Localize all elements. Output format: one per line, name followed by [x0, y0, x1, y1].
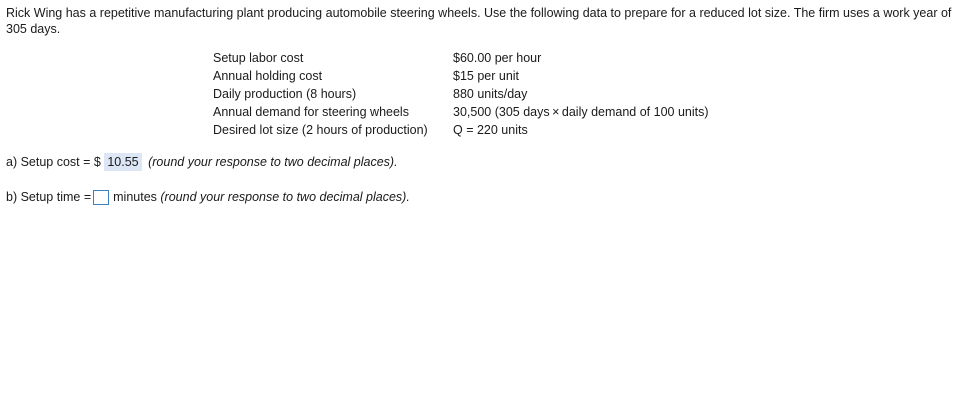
row-label: Setup labor cost [213, 51, 304, 65]
given-data-table [211, 49, 709, 139]
setup-cost-answer[interactable]: 10.55 [104, 153, 141, 171]
row-value: 30,500 (305 days × daily demand of 100 units) [453, 105, 709, 119]
part-a-rounding-note: (round your response to two decimal places). [148, 155, 398, 169]
row-value: $60.00 per hour [453, 51, 542, 65]
setup-time-input[interactable] [93, 190, 109, 205]
table-row [211, 121, 709, 139]
row-label: Daily production (8 hours) [213, 87, 357, 101]
table-row [211, 49, 709, 67]
part-a-prefix: a) Setup cost = $ [6, 155, 101, 169]
row-label: Annual demand for steering wheels [213, 105, 409, 119]
row-value: $15 per unit [453, 69, 520, 83]
table-row [211, 85, 709, 103]
row-label: Desired lot size (2 hours of production) [213, 123, 428, 137]
part-b-unit: minutes [113, 190, 157, 204]
part-b-question [6, 188, 410, 206]
table-row [211, 67, 709, 85]
part-b-rounding-note: (round your response to two decimal places). [160, 190, 410, 204]
problem-intro: Rick Wing has a repetitive manufacturing plant producing automobile steering wheels. Use the following data to prepare for a reduced lot size. The firm uses a work year of 305 days. [6, 6, 952, 36]
row-value: 880 units/day [453, 87, 528, 101]
table-row [211, 103, 709, 121]
row-value: Q = 220 units [453, 123, 528, 137]
row-label: Annual holding cost [213, 69, 323, 83]
part-b-prefix: b) Setup time = [6, 190, 92, 204]
part-a-question [6, 153, 398, 171]
